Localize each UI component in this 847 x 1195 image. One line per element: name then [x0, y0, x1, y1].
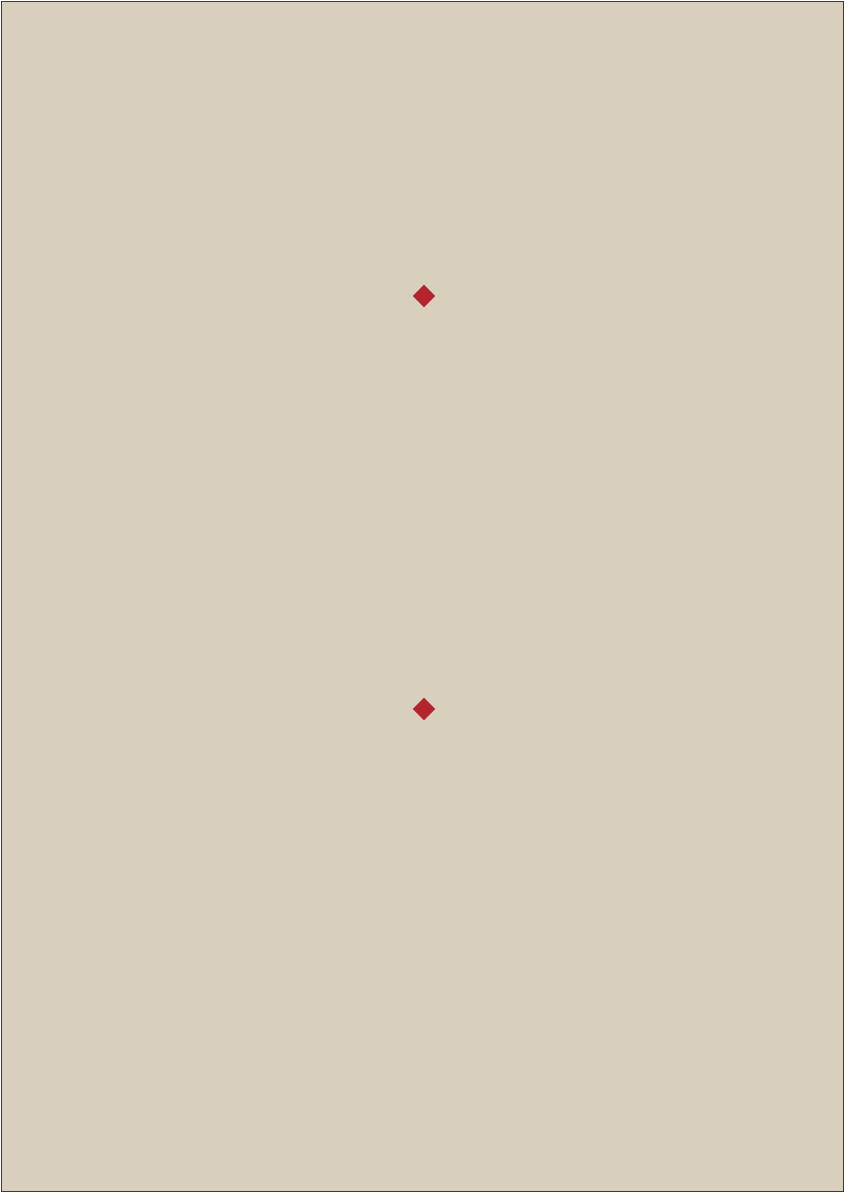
diamond-divider-icon [413, 285, 436, 308]
diamond-divider-icon [413, 698, 436, 721]
quote-card [1, 1, 844, 1192]
sheri-circle-logo [342, 987, 512, 1097]
